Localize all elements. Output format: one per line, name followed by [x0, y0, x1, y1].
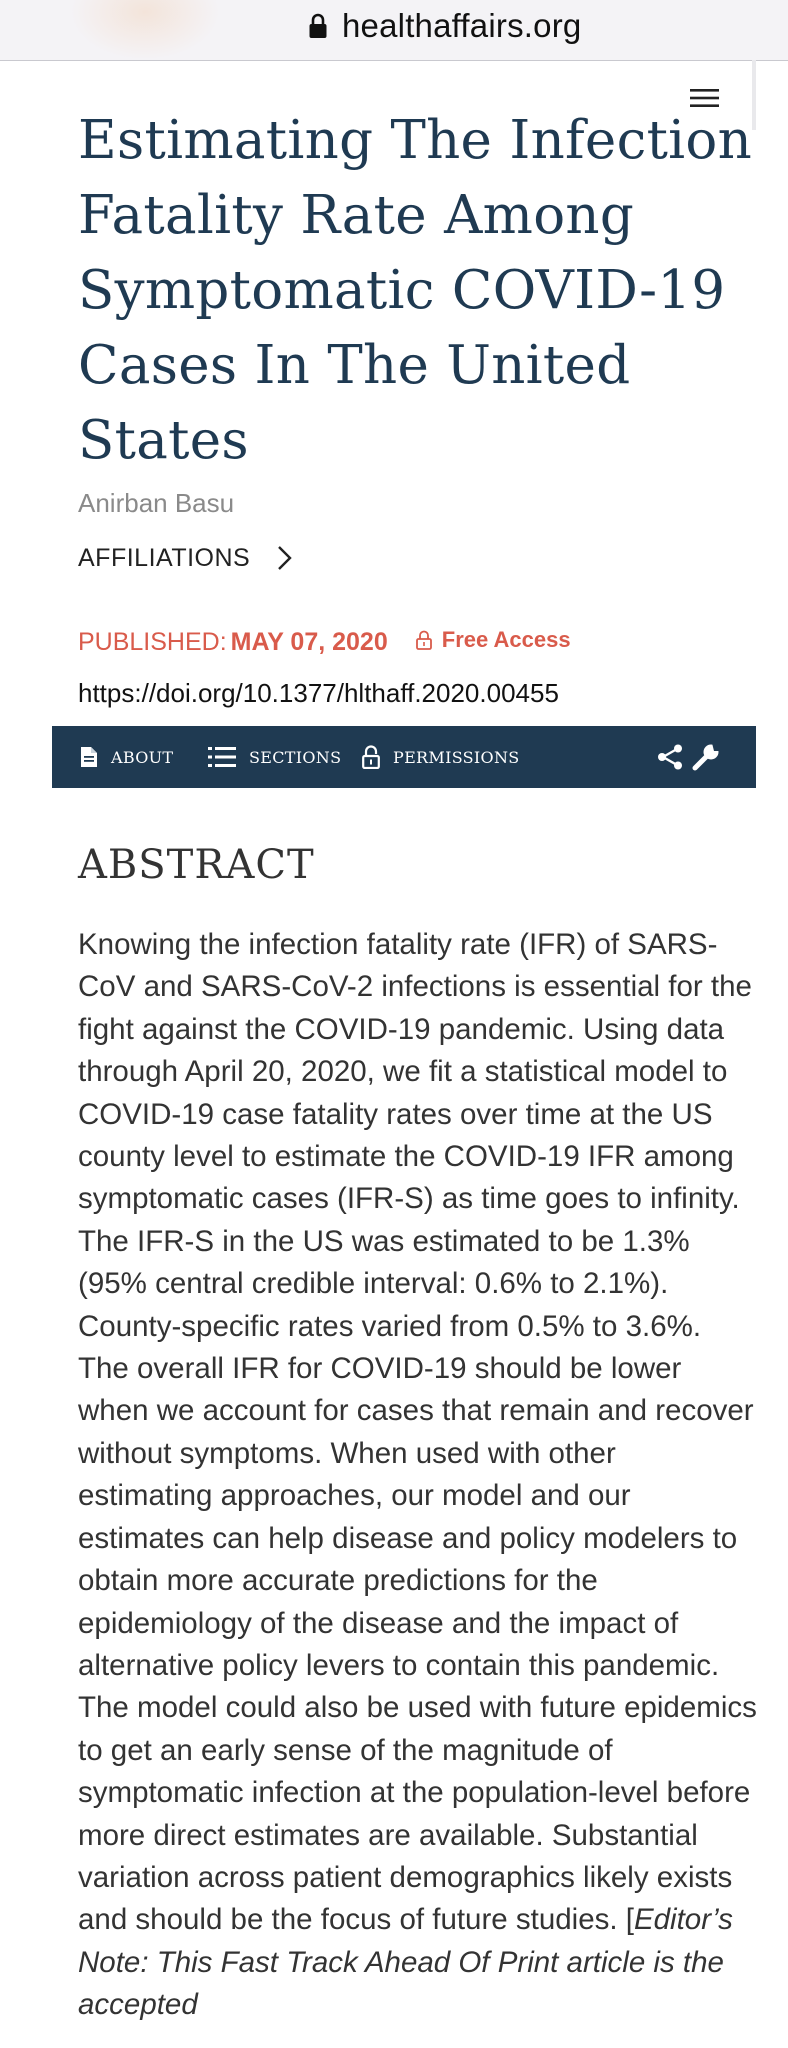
free-access-label: Free Access [441, 627, 571, 652]
affiliations-toggle[interactable] [78, 540, 294, 576]
url-bar-blur [70, 0, 220, 60]
document-icon [80, 746, 98, 768]
article-title: Estimating The Infection Fatality Rate Among Symptomatic COVID-19 Cases In The United States [78, 110, 753, 471]
editor-note: Editor’s Note: This Fast Track Ahead Of Print article is the accepted [78, 1903, 733, 2022]
author-name[interactable]: Anirban Basu [78, 488, 235, 518]
sections-label: SECTIONS [249, 747, 342, 767]
sections-button[interactable] [208, 726, 341, 788]
permissions-button[interactable] [362, 726, 520, 788]
chevron-right-icon [276, 544, 294, 572]
doi-link[interactable]: https://doi.org/10.1377/hlthaff.2020.00455 [78, 678, 559, 708]
share-icon[interactable] [656, 743, 684, 771]
lock-icon [309, 13, 327, 39]
affiliations-label: AFFILIATIONS [78, 544, 251, 572]
url-domain[interactable]: healthaffairs.org [342, 7, 582, 44]
list-icon [208, 746, 236, 768]
published-date: MAY 07, 2020 [230, 628, 388, 656]
unlock-icon [416, 630, 432, 650]
about-label: ABOUT [111, 747, 174, 767]
browser-url-bar[interactable] [0, 0, 788, 61]
free-access-badge [416, 622, 571, 658]
abstract-text [78, 924, 758, 2027]
published-line [78, 622, 571, 660]
unlock-icon [362, 745, 380, 769]
about-button[interactable] [80, 726, 173, 788]
published-label: PUBLISHED: [78, 628, 227, 656]
wrench-icon[interactable] [690, 741, 722, 773]
article-toolbar [52, 726, 756, 788]
abstract-heading: ABSTRACT [78, 842, 315, 888]
abstract-body-text: Knowing the infection fatality rate (IFR) of SARS-CoV and SARS-CoV-2 infections is essential for the fight against the COVID-19 pandemic. Using data through April 20, 2020, we fit a statistical model to COVID-19 case fatality rates over time at the US county level to estimate the COVID-19 IFR among symptomatic cases (IFR-S) as time goes to infinity. The IFR-S in the US was estimated to be 1.3% (95% central credible interval: 0.6% to 2.1%). County-specific rates varied from 0.5% to 3.6%. The overall IFR for COVID-19 should be lower when we account for cases that remain and recover without symptoms. When used with other estimating approaches, our model and our estimates can help disease and policy modelers to obtain more accurate predictions for the epidemiology of the disease and the impact of alternative policy levers to contain this pandemic. The model could also be used with future epidemics to get an early sense of the magnitude of symptomatic infection at the population-level before more direct estimates are available. Substantial variation across patient demographics likely exists and should be the focus of future studies. [ [78, 928, 757, 1937]
permissions-label: PERMISSIONS [393, 747, 520, 767]
